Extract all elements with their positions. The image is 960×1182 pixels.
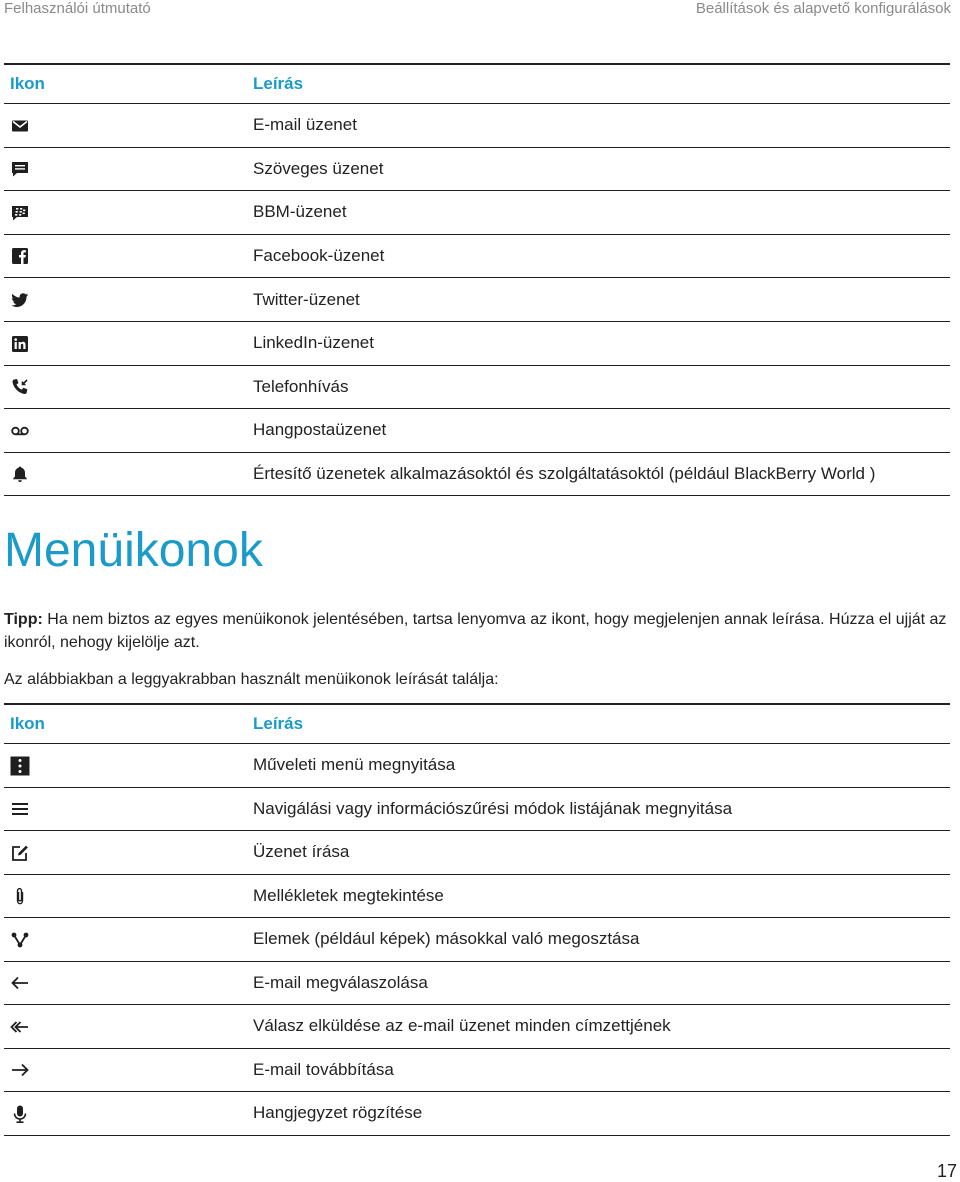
linkedin-icon [10,334,30,354]
table-row [4,191,950,235]
table-row [4,365,950,409]
table-row [4,409,950,453]
running-header-left: Felhasználói útmutató [4,0,151,17]
table-row [4,104,950,148]
table-row [4,147,950,191]
microphone-icon [10,1104,30,1124]
page-number: 17 [936,1161,957,1181]
email-icon [10,116,30,136]
table-row [4,744,950,788]
voicemail-icon [10,421,30,441]
table-row [4,321,950,365]
tip-paragraph [4,608,949,654]
forward-icon [10,1060,30,1080]
row-description: E-mail továbbítása [253,1048,950,1092]
column-header-icon: Ikon [4,704,253,744]
row-description: Értesítő üzenetek alkalmazásoktól és szolgáltatásoktól (például BlackBerry World ) [253,452,950,496]
table-row [4,234,950,278]
row-description: Hangjegyzet rögzítése [253,1092,950,1136]
row-description: Elemek (például képek) másokkal való megosztása [253,918,950,962]
bbm-icon [10,203,30,223]
row-description: Műveleti menü megnyitása [253,744,950,788]
row-description: BBM-üzenet [253,191,950,235]
row-description: E-mail üzenet [253,104,950,148]
paperclip-icon [10,886,30,906]
row-description: Hangpostaüzenet [253,409,950,453]
table-row [4,831,950,875]
table-row [4,787,950,831]
table-row [4,961,950,1005]
row-description: Navigálási vagy információszűrési módok listájának megnyitása [253,787,950,831]
row-description: Facebook-üzenet [253,234,950,278]
column-header-description: Leírás [253,704,950,744]
table-header-row [4,704,950,744]
phone-call-icon [10,377,30,397]
notification-bell-icon [10,464,30,484]
column-header-description: Leírás [253,64,950,104]
row-description: Üzenet írása [253,831,950,875]
text-message-icon [10,159,30,179]
table-row [4,1005,950,1049]
tip-label: Tipp: [4,611,43,628]
table-row [4,918,950,962]
action-menu-icon [10,756,30,776]
intro-paragraph: Az alábbiakban a leggyakrabban használt menüikonok leírását találja: [4,671,499,688]
running-header-right: Beállítások és alapvető konfigurálások [695,0,951,17]
row-description: Twitter-üzenet [253,278,950,322]
row-description: Válasz elküldése az e-mail üzenet minden címzettjének [253,1005,950,1049]
reply-all-icon [10,1017,30,1037]
hamburger-menu-icon [10,799,30,819]
table-row [4,874,950,918]
column-header-icon: Ikon [4,64,253,104]
table-header-row [4,64,950,104]
table-row [4,452,950,496]
table-row [4,1048,950,1092]
section-title: Menüikonok [4,524,263,577]
row-description: LinkedIn-üzenet [253,321,950,365]
share-icon [10,930,30,950]
row-description: E-mail megválaszolása [253,961,950,1005]
reply-icon [10,973,30,993]
facebook-icon [10,246,30,266]
row-description: Mellékletek megtekintése [253,874,950,918]
table-row [4,278,950,322]
tip-text: Ha nem biztos az egyes menüikonok jelentésében, tartsa lenyomva az ikont, hogy megjelenjen annak leírása. Húzza el ujját az ikonról, nehogy kijelölje azt. [4,611,947,651]
notification-icons-table [4,63,950,496]
table-row [4,1092,950,1136]
compose-icon [10,843,30,863]
row-description: Telefonhívás [253,365,950,409]
menu-icons-table [4,703,950,1136]
twitter-icon [10,290,30,310]
row-description: Szöveges üzenet [253,147,950,191]
